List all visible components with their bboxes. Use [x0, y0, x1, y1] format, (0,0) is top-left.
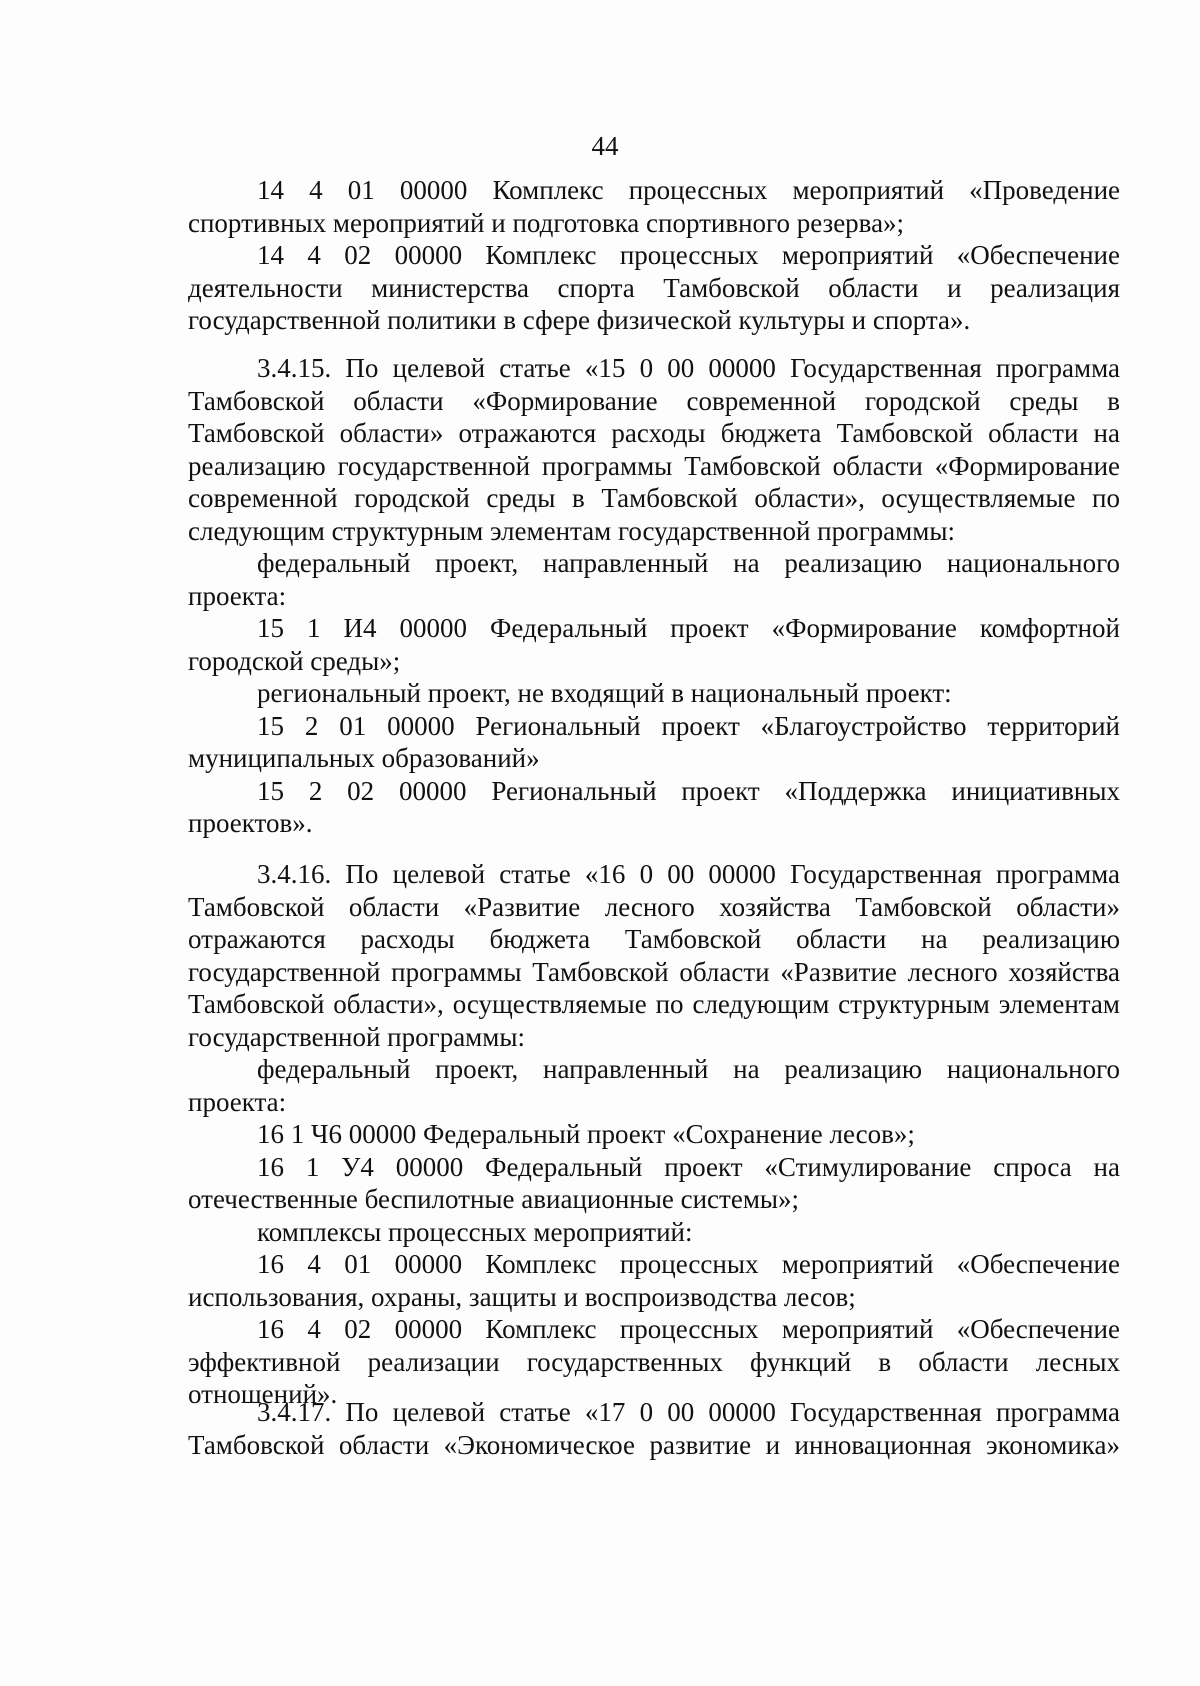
section-3-4-15: [188, 352, 1120, 840]
paragraph-16-1-u4: 16 1 У4 00000 Федеральный проект «Стимулирование спроса на отечественные беспилотные авиационные системы»;: [188, 1151, 1120, 1214]
paragraph-federal-project-heading: федеральный проект, направленный на реализацию национального проекта:: [188, 548, 1120, 611]
paragraph-16-1-ch6: 16 1 Ч6 00000 Федеральный проект «Сохранение лесов»;: [257, 1119, 915, 1149]
paragraph-federal-project-heading-2: федеральный проект, направленный на реализацию национального проекта:: [188, 1054, 1120, 1117]
paragraph-3-4-17-intro: 3.4.17. По целевой статье «17 0 00 00000 Государственная программа Тамбовской области «Экономическое развитие и инновационная экономика»: [188, 1397, 1120, 1460]
paragraph-regional-project-heading: региональный проект, не входящий в национальный проект:: [257, 678, 952, 708]
section-sport-programs: [188, 174, 1120, 337]
paragraph-process-complexes-heading: комплексы процессных мероприятий:: [257, 1216, 693, 1247]
paragraph-16-4-01: 16 4 01 00000 Комплекс процессных мероприятий «Обеспечение использования, охраны, защиты и воспроизводства лесов;: [188, 1249, 1120, 1312]
paragraph-15-2-02: 15 2 02 00000 Региональный проект «Поддержка инициативных проектов».: [188, 775, 1120, 838]
section-3-4-17: [188, 1396, 1120, 1461]
paragraph-14-4-02: 14 4 02 00000 Комплекс процессных мероприятий «Обеспечение деятельности министерства спорта Тамбовской области и реализация государственной политики в сфере физической культуры и спорта».: [188, 240, 1120, 335]
page-number: 44: [591, 131, 619, 161]
section-3-4-16: [188, 858, 1120, 1411]
paragraph-3-4-16-intro: 3.4.16. По целевой статье «16 0 00 00000 Государственная программа Тамбовской области «Развитие лесного хозяйства Тамбовской области» отражаются расходы бюджета Тамбовской области на реализацию государственной программы Тамбовской области «Развитие лесного хозяйства Тамбовской области», осуществляемые по следующим структурным элементам государственной программы:: [188, 859, 1120, 1052]
paragraph-16-4-02: 16 4 02 00000 Комплекс процессных мероприятий «Обеспечение эффективной реализации государственных функций в области лесных отношений».: [188, 1314, 1120, 1409]
paragraph-3-4-15-intro: 3.4.15. По целевой статье «15 0 00 00000 Государственная программа Тамбовской области «Формирование современной городской среды в Тамбовской области» отражаются расходы бюджета Тамбовской области на реализацию государственной программы Тамбовской области «Формирование современной городской среды в Тамбовской области», осуществляемые по следующим структурным элементам государственной программы:: [188, 353, 1120, 546]
paragraph-15-1-i4: 15 1 И4 00000 Федеральный проект «Формирование комфортной городской среды»;: [188, 613, 1120, 676]
paragraph-14-4-01: 14 4 01 00000 Комплекс процессных мероприятий «Проведение спортивных мероприятий и подготовка спортивного резерва»;: [188, 175, 1120, 238]
paragraph-15-2-01: 15 2 01 00000 Региональный проект «Благоустройство территорий муниципальных образований»: [188, 710, 1120, 773]
